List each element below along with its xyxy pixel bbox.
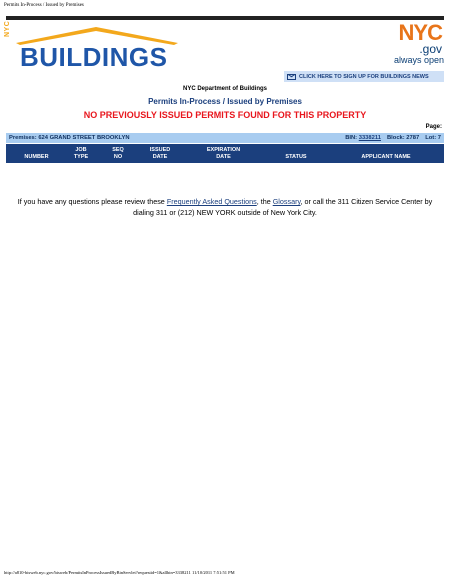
premises-bar: [6, 133, 444, 143]
col-job-type-line1: JOB: [75, 147, 87, 153]
help-text-3: , or call the 311 Citizen Service Center by dialing 311 or (212) NEW YORK outside of New York City.: [133, 197, 433, 217]
print-footer-url: http://a810-bisweb.nyc.gov/bisweb/PermitsInProcessIssuedByBinServlet?requestid=1&allbin=3338211 11/10/2011 7:51:51 PM: [4, 570, 235, 575]
signup-link[interactable]: CLICK HERE TO SIGN UP FOR BUILDINGS NEWS: [299, 73, 429, 80]
print-header: Permits In-Process / Issued by Premises: [4, 3, 84, 8]
col-expiration-date-line2: DATE: [216, 153, 231, 160]
faq-link[interactable]: Frequently Asked Questions: [166, 197, 257, 206]
bin-link[interactable]: 3338211: [358, 135, 381, 141]
top-rule: [6, 16, 444, 20]
nycgov-nyc: NYC: [398, 20, 442, 45]
col-status: STATUS: [285, 154, 307, 160]
col-applicant-name: APPLICANT NAME: [361, 154, 411, 160]
page-label: Page:: [425, 124, 442, 130]
col-job-type: [66, 147, 96, 160]
glossary-link[interactable]: Glossary: [272, 197, 301, 206]
nycgov-tagline: always open: [393, 55, 444, 65]
nycgov-gov: .gov: [419, 42, 442, 56]
block-number: Block: 2787: [386, 135, 420, 141]
col-issued-date-line2: DATE: [152, 153, 168, 160]
mail-icon: [287, 74, 296, 80]
col-job-type-line2: TYPE: [73, 153, 89, 160]
help-text-2: , the: [256, 197, 273, 206]
col-issued-date: [140, 147, 180, 160]
logo-wordmark: BUILDINGS: [20, 42, 168, 72]
lot-number: Lot: 7: [425, 135, 441, 141]
col-issued-date-line1: ISSUED: [149, 147, 171, 153]
col-number: NUMBER: [24, 154, 49, 160]
premises-address: Premises: 624 GRAND STREET BROOKLYN: [9, 135, 130, 141]
bin-label: BIN:: [345, 135, 358, 141]
signup-banner[interactable]: [284, 71, 444, 82]
premises-ids: [345, 135, 441, 141]
help-text: [8, 197, 442, 218]
bin-group: [345, 135, 381, 141]
col-expiration-date: [196, 147, 251, 160]
help-text-1: If you have any questions please review these: [17, 197, 167, 206]
col-seq-no-line1: SEQ: [112, 147, 124, 153]
page-title: Permits In-Process / Issued by Premises: [148, 97, 302, 106]
col-expiration-date-line1: EXPIRATION: [206, 147, 241, 153]
department-name: NYC Department of Buildings: [182, 86, 267, 92]
col-seq-no-line2: NO: [113, 153, 123, 160]
nycgov-logo[interactable]: [386, 22, 444, 70]
no-permits-notice: NO PREVIOUSLY ISSUED PERMITS FOUND FOR THIS PROPERTY: [83, 110, 367, 120]
logo-nyc-text: NYC: [4, 20, 11, 37]
table-column-header: [6, 144, 444, 163]
col-seq-no: [104, 147, 132, 160]
